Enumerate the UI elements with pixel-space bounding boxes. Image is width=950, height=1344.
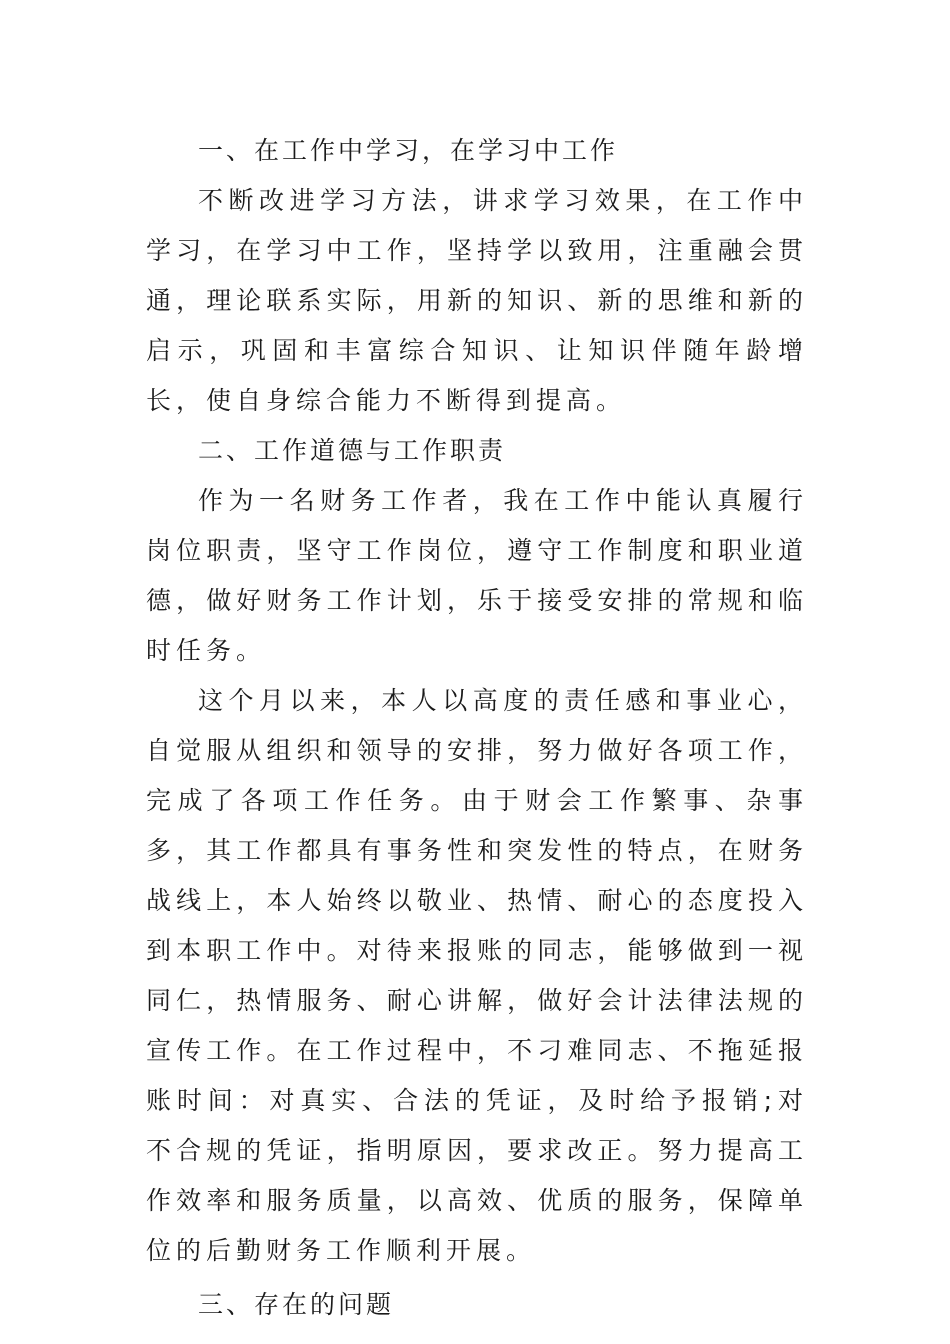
body-paragraph-2: 作为一名财务工作者，我在工作中能认真履行岗位职责，坚守工作岗位，遵守工作制度和职业道德，做好财务工作计划，乐于接受安排的常规和临时任务。 <box>146 486 808 665</box>
section-heading-3: 三、存在的问题 <box>198 1290 395 1319</box>
body-paragraph-1: 不断改进学习方法，讲求学习效果，在工作中学习，在学习中工作，坚持学以致用，注重融会贯通，理论联系实际，用新的知识、新的思维和新的启示，巩固和丰富综合知识、让知识伴随年龄增长，使自身综合能力不断得到提高。 <box>146 186 808 415</box>
body-paragraph-3: 这个月以来，本人以高度的责任感和事业心，自觉服从组织和领导的安排，努力做好各项工作，完成了各项工作任务。由于财会工作繁事、杂事多，其工作都具有事务性和突发性的特点，在财务战线上，本人始终以敬业、热情、耐心的态度投入到本职工作中。对待来报账的同志，能够做到一视同仁，热情服务、耐心讲解，做好会计法律法规的宣传工作。在工作过程中，不刁难同志、不拖延报账时间：对真实、合法的凭证，及时给予报销;对不合规的凭证，指明原因，要求改正。努力提高工作效率和服务质量，以高效、优质的服务，保障单位的后勤财务工作顺利开展。 <box>146 686 808 1265</box>
document-body <box>146 126 808 1330</box>
section-heading-1: 一、在工作中学习，在学习中工作 <box>198 136 619 165</box>
section-heading-2: 二、工作道德与工作职责 <box>198 436 507 465</box>
